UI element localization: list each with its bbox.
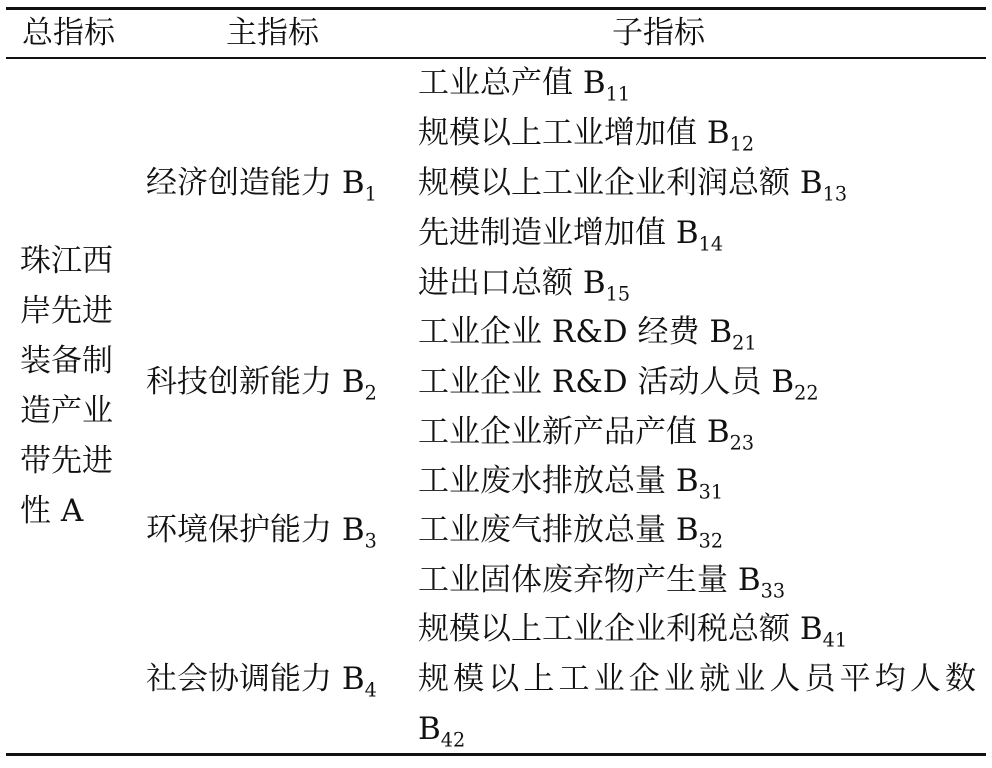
header-rule <box>6 57 986 59</box>
overall-index-cell: 珠江西岸先进装备制造产业带先进性 A <box>20 243 113 529</box>
sub-index-b13: 规模以上工业企业利润总额 $B_{13}$ <box>418 165 848 206</box>
sub-index-b22: 工业企业 R&D 活动人员 $B_{22}$ <box>418 364 819 405</box>
main-index-b3: 环境保护能力 $B_3$ <box>146 512 377 553</box>
sub-index-b23: 工业企业新产品产值 $B_{23}$ <box>418 414 755 455</box>
main-index-b2: 科技创新能力 $B_2$ <box>146 364 377 405</box>
sub-index-b42: 规模以上工业企业就业人员平均人数 <box>418 661 976 697</box>
sub-index-b32: 工业废气排放总量 $B_{32}$ <box>418 512 724 553</box>
sub-index-b11: 工业总产值 $B_{11}$ <box>418 65 631 106</box>
sub-index-b42-continuation: $B_{42}$ <box>418 711 466 752</box>
sub-index-b21: 工业企业 R&D 经费 $B_{21}$ <box>418 314 757 355</box>
main-index-b1: 经济创造能力 $B_1$ <box>146 165 377 206</box>
sub-index-b15: 进出口总额 $B_{15}$ <box>418 265 631 306</box>
sub-index-b12: 规模以上工业增加值 $B_{12}$ <box>418 115 755 156</box>
header-overall-index: 总指标 <box>22 15 115 51</box>
main-index-b4: 社会协调能力 $B_4$ <box>146 661 377 702</box>
header-main-index: 主指标 <box>226 15 319 51</box>
sub-index-b33: 工业固体废弃物产生量 $B_{33}$ <box>418 562 786 603</box>
sub-index-b41: 规模以上工业企业利税总额 $B_{41}$ <box>418 611 848 652</box>
top-rule <box>6 7 986 10</box>
header-sub-index: 子指标 <box>612 15 705 51</box>
bottom-rule <box>6 753 986 756</box>
sub-index-b31: 工业废水排放总量 $B_{31}$ <box>418 463 724 504</box>
sub-index-b14: 先进制造业增加值 $B_{14}$ <box>418 215 724 256</box>
